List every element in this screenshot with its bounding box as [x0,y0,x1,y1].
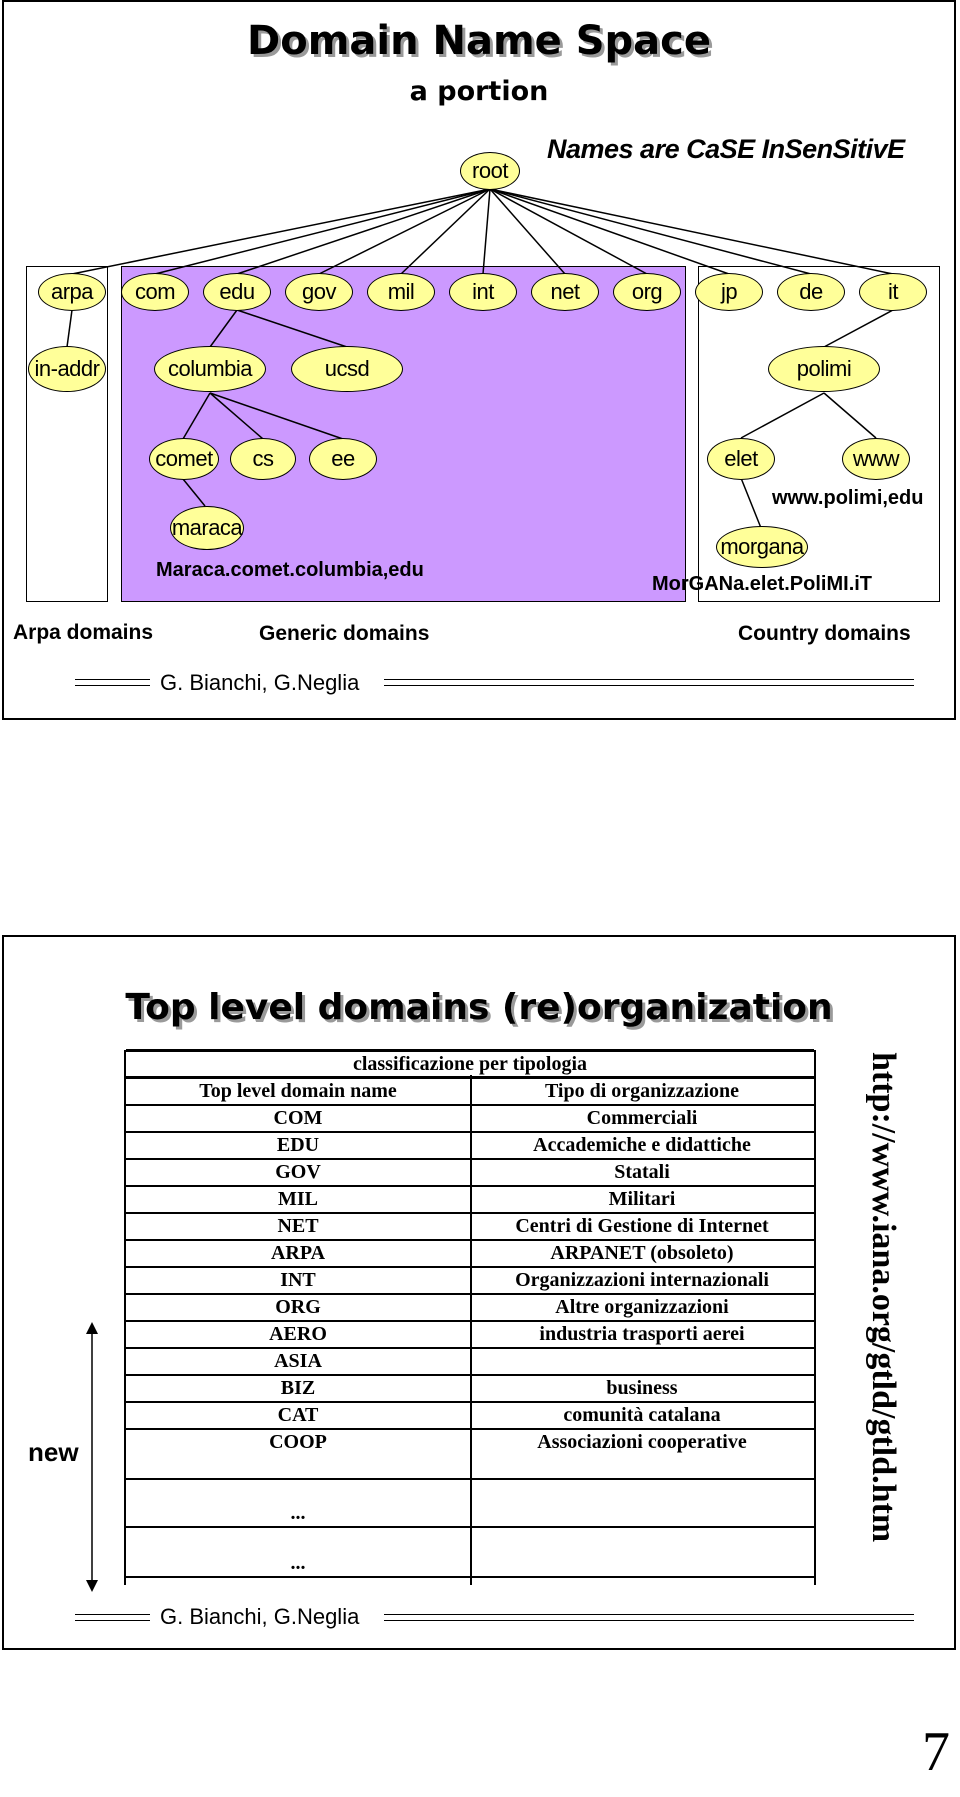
cell-org-type: Accademiche e didattiche [470,1132,814,1159]
table-row [126,1479,814,1527]
node-comet: comet [149,438,219,480]
table-row [126,1527,814,1577]
fqdn-morgana: MorGANa.elet.PoliMI.iT [652,573,873,595]
tld-table [126,1049,814,1578]
cell-domain-name: COM [126,1105,470,1132]
tld-node-edu: edu [203,273,271,311]
node-ucsd: ucsd [291,346,403,392]
root-node: root [460,152,520,190]
slide-top-level-domains [2,935,956,1650]
cell-org-type: Militari [470,1186,814,1213]
new-range-arrow [80,1322,104,1592]
cell-org-type: business [470,1375,814,1402]
cell-domain-name: INT [126,1267,470,1294]
table-row [126,1267,814,1294]
cell-org-type: comunità catalana [470,1402,814,1429]
node-elet: elet [707,438,775,480]
cell-org-type [470,1527,814,1577]
page-number: 7 [922,1721,950,1783]
cell-org-type: Organizzazioni internazionali [470,1267,814,1294]
table-row [126,1105,814,1132]
cell-domain-name: AERO [126,1321,470,1348]
table-row [126,1213,814,1240]
node-morgana: morgana [716,526,808,568]
cell-org-type: Associazioni cooperative [470,1429,814,1479]
table-right-border [814,1050,816,1585]
arpa-domains-label: Arpa domains [13,621,154,644]
cell-domain-name: MIL [126,1186,470,1213]
country-domains-label: Country domains [738,622,911,645]
cell-org-type: Centri di Gestione di Internet [470,1213,814,1240]
tld-node-mil: mil [367,273,435,311]
cell-org-type: Commerciali [470,1105,814,1132]
iana-gtld-url[interactable]: http://www.iana.org/gtld/gtld.htm [865,1052,902,1543]
table-row [126,1348,814,1375]
table-row [126,1294,814,1321]
footer-rule-right [384,1614,914,1621]
cell-domain-name: ASIA [126,1348,470,1375]
table-row [126,1132,814,1159]
node-ee: ee [309,438,377,480]
cell-domain-name: EDU [126,1132,470,1159]
tld-node-net: net [531,273,599,311]
cell-domain-name: ARPA [126,1240,470,1267]
node-polimi: polimi [768,346,880,392]
table-row [126,1240,814,1267]
node-cs: cs [230,438,296,480]
tld-node-gov: gov [285,273,353,311]
slide-subtitle: a portion [409,76,549,107]
node-columbia: columbia [154,346,266,392]
cell-org-type: ARPANET (obsoleto) [470,1240,814,1267]
cell-domain-name: CAT [126,1402,470,1429]
node-www: www [842,438,910,480]
table-header-row [126,1078,814,1106]
fqdn-www: www.polimi,edu [772,487,924,509]
slide-title: Top level domains (re)organization [125,987,833,1028]
header-domain-name: Top level domain name [126,1078,470,1106]
cell-org-type: Statali [470,1159,814,1186]
case-insensitive-note: Names are CaSE InSenSitivE [547,134,905,164]
table-row [126,1159,814,1186]
tld-node-de: de [777,273,845,311]
tld-node-it: it [859,273,927,311]
cell-org-type [470,1479,814,1527]
cell-domain-name: BIZ [126,1375,470,1402]
footer-rule-right [384,679,914,686]
tld-node-jp: jp [695,273,763,311]
cell-org-type [470,1348,814,1375]
footer-rule-left [75,1614,150,1621]
slide-domain-name-space [2,0,956,720]
tld-node-com: com [121,273,189,311]
slide-title: Domain Name Space [247,18,711,64]
cell-domain-name: ORG [126,1294,470,1321]
table-row [126,1375,814,1402]
tld-node-org: org [613,273,681,311]
table-row [126,1186,814,1213]
cell-domain-name: NET [126,1213,470,1240]
cell-domain-name: ... [126,1527,470,1577]
node-maraca: maraca [170,506,244,550]
cell-domain-name: ... [126,1479,470,1527]
new-label: new [28,1437,79,1467]
node-in-addr: in-addr [28,346,106,392]
header-org-type: Tipo di organizzazione [470,1078,814,1106]
table-caption-row [126,1051,814,1078]
cell-domain-name: GOV [126,1159,470,1186]
tld-node-int: int [449,273,517,311]
fqdn-maraca: Maraca.comet.columbia,edu [156,559,424,581]
cell-org-type: Altre organizzazioni [470,1294,814,1321]
table-row [126,1321,814,1348]
generic-domains-label: Generic domains [259,622,430,645]
footer-authors: G. Bianchi, G.Neglia [160,1604,360,1629]
table-row [126,1402,814,1429]
footer-rule-left [75,679,150,686]
cell-domain-name: COOP [126,1429,470,1479]
footer-authors: G. Bianchi, G.Neglia [160,670,360,695]
table-row [126,1429,814,1479]
cell-org-type: industria trasporti aerei [470,1321,814,1348]
tld-node-arpa: arpa [38,273,106,311]
table-caption: classificazione per tipologia [352,1053,588,1075]
